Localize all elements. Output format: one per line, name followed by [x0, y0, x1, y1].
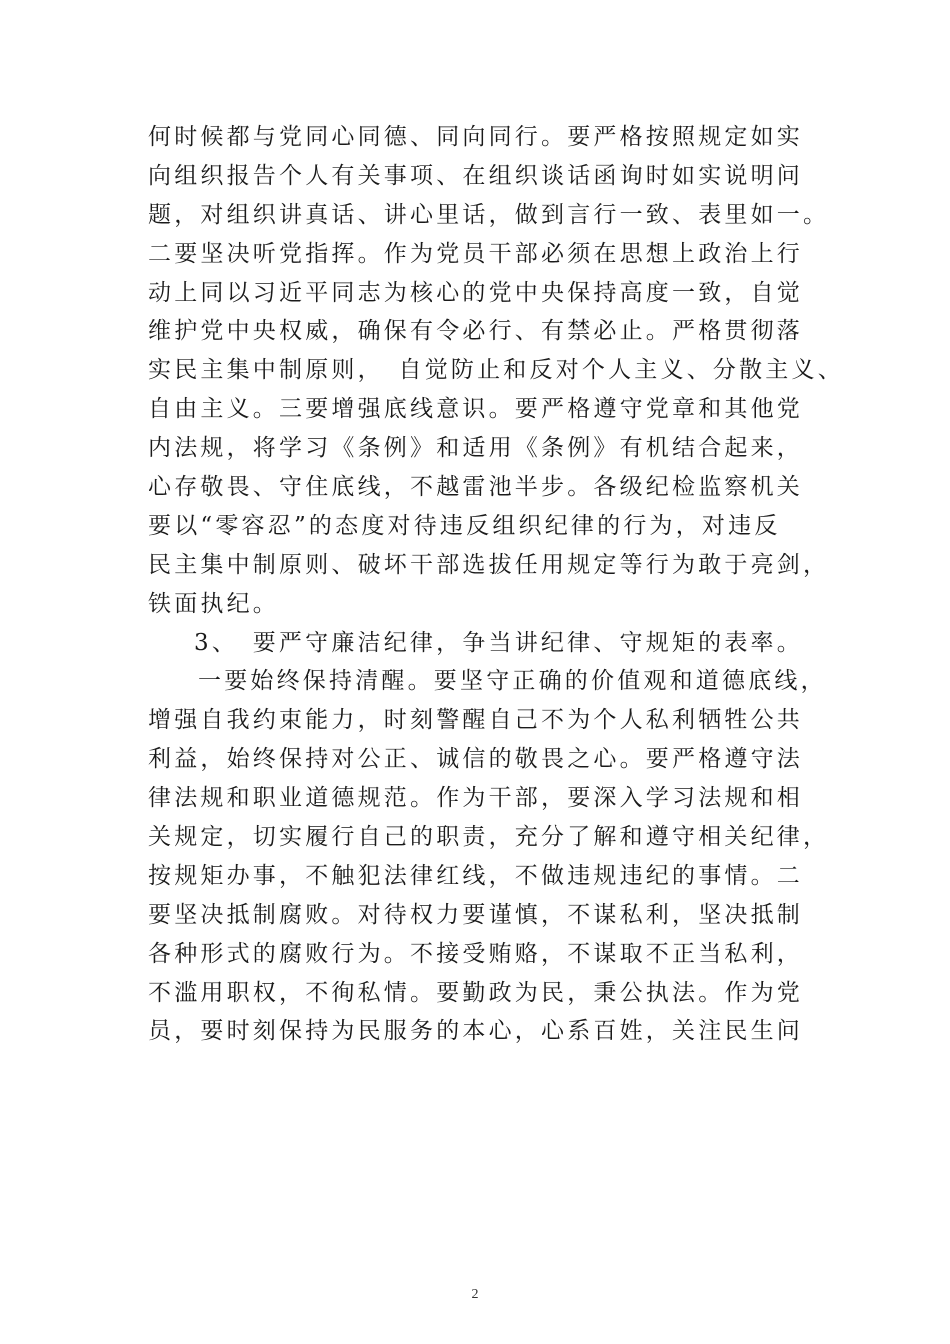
text-line: 民主集中制原则、破坏干部选拔任用规定等行为敢于亮剑， — [148, 551, 830, 578]
page-number: 2 — [471, 1287, 479, 1302]
text-line: 增强自我约束能力，时刻警醒自己不为个人私利牺牲公共 — [148, 707, 803, 734]
text-line: 题，对组织讲真话、讲心里话，做到言行一致、表里如一。 — [148, 201, 830, 228]
text-line: 维护党中央权威，确保有令必行、有禁必止。严格贯彻落 — [148, 318, 803, 345]
text-line: 二要坚决听党指挥。作为党员干部必须在思想上政治上行 — [148, 240, 803, 267]
text-line: 心存敬畏、守住底线，不越雷池半步。各级纪检监察机关 — [148, 474, 803, 501]
text-line: 铁面执纪。 — [148, 590, 279, 617]
text-line: 自由主义。三要增强底线意识。要严格遵守党章和其他党 — [148, 396, 803, 423]
text-line: 利益，始终保持对公正、诚信的敬畏之心。要严格遵守法 — [148, 746, 803, 773]
body-text — [148, 118, 844, 1051]
text-line: 要坚决抵制腐败。对待权力要谨慎，不谋私利，坚决抵制 — [148, 901, 803, 928]
paragraph-first-line: 一要始终保持清醒。要坚守正确的价值观和道德底线， — [198, 668, 827, 695]
text-line: 要以“零容忍”的态度对待违反组织纪律的行为，对违反 — [148, 512, 781, 539]
text-line: 各种形式的腐败行为。不接受贿赂，不谋取不正当私利， — [148, 940, 803, 967]
text-line: 何时候都与党同心同德、同向同行。要严格按照规定如实 — [148, 124, 803, 150]
section-heading: 3、 要严守廉洁纪律，争当讲纪律、守规矩的表率。 — [194, 629, 803, 656]
text-line: 按规矩办事，不触犯法律红线，不做违规违纪的事情。二 — [148, 862, 803, 889]
text-line: 实民主集中制原则， 自觉防止和反对个人主义、分散主义、 — [148, 357, 844, 384]
text-line: 内法规，将学习《条例》和适用《条例》有机结合起来， — [148, 435, 803, 462]
text-line: 员，要时刻保持为民服务的本心，心系百姓，关注民生问 — [148, 1018, 803, 1045]
text-line: 动上同以习近平同志为核心的党中央保持高度一致，自觉 — [148, 279, 803, 306]
text-line: 律法规和职业道德规范。作为干部，要深入学习法规和相 — [148, 785, 803, 812]
text-line: 关规定，切实履行自己的职责，充分了解和遵守相关纪律， — [148, 824, 830, 851]
text-line: 向组织报告个人有关事项、在组织谈话函询时如实说明问 — [148, 162, 803, 189]
text-line: 不滥用职权，不徇私情。要勤政为民，秉公执法。作为党 — [148, 979, 803, 1006]
